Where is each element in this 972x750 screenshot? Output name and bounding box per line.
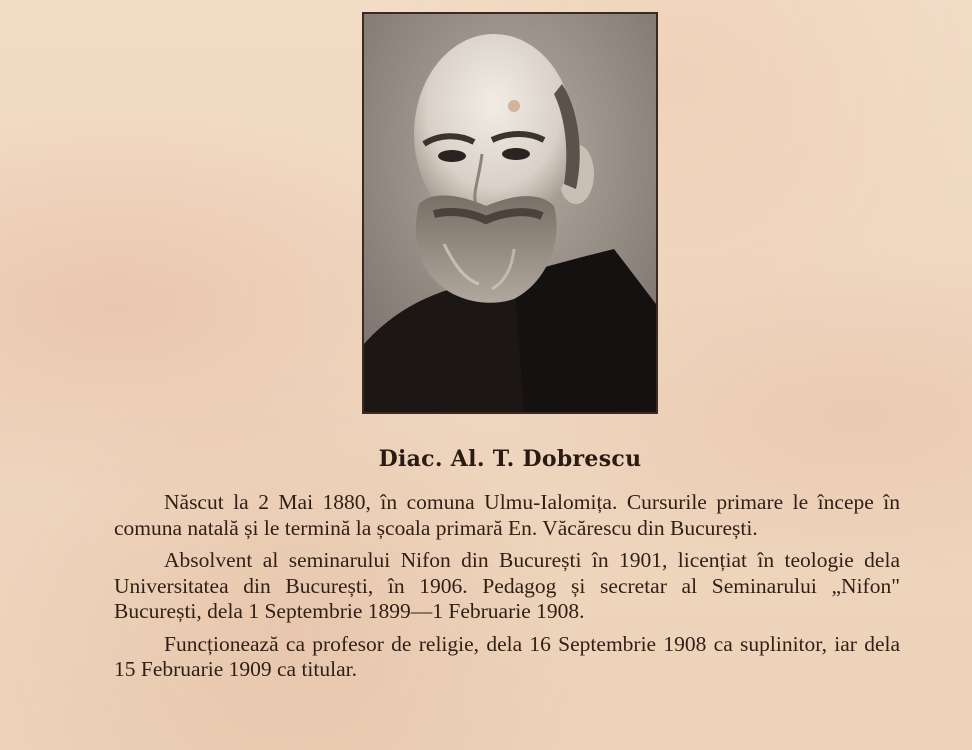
- portrait-image: [364, 14, 656, 412]
- paragraph-education: Absolvent al seminarului Nifon din București în 1901, licențiat în teologie dela Universitatea din București, în 1906. Pedagog și secretar al Seminarului „Nifon" București, dela 1 Septembrie 1899—1 Februarie 1908.: [114, 548, 900, 623]
- portrait-caption: Diac. Al. T. Dobrescu: [378, 446, 642, 472]
- biography-text: [114, 490, 900, 690]
- paragraph-birth: Născut la 2 Mai 1880, în comuna Ulmu-Ialomița. Cursurile primare le începe în comuna natală și le termină la școala primară En. Văcărescu din București.: [114, 490, 900, 540]
- portrait-photo: [362, 12, 658, 414]
- paragraph-career: Funcționează ca profesor de religie, dela 16 Septembrie 1908 ca suplinitor, iar dela 15 Februarie 1909 ca titular.: [114, 631, 900, 681]
